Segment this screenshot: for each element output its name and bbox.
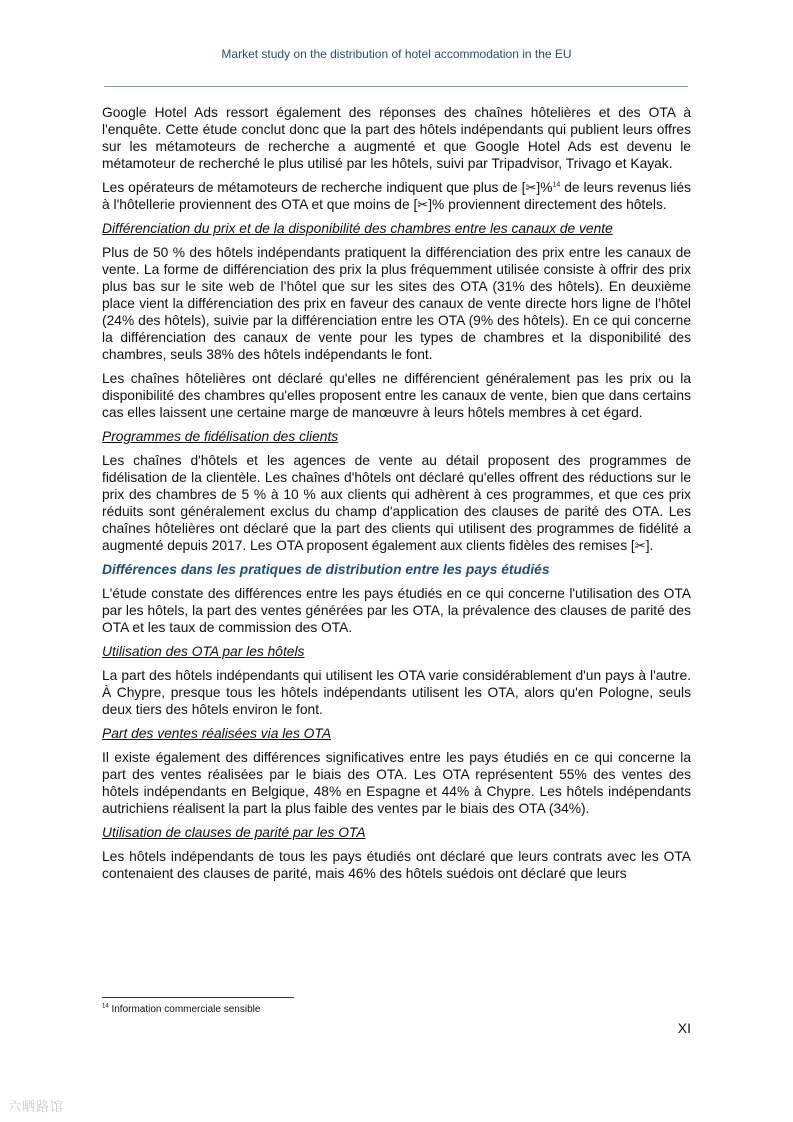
footnote — [102, 1004, 260, 1015]
subheading-parity-clauses: Utilisation de clauses de parité par les OTA — [102, 825, 366, 840]
paragraph-4: Les chaînes hôtelières ont déclaré qu'elles ne différencient généralement pas les prix ou la disponibilité des chambres qu'elles proposent entre les canaux de vente, bien que dans certains cas elles laissent une certaine marge de manœuvre à leurs hôtels membres à cet égard. — [102, 371, 691, 420]
paragraph-6: L'étude constate des différences entre les pays étudiés en ce qui concerne l'utilisation des OTA par les hôtels, la part des ventes générées par les OTA, la prévalence des clauses de parité des OTA et les taux de commission des OTA. — [102, 586, 691, 635]
paragraph-2-part-b: ]% — [536, 180, 553, 195]
page-number: XI — [677, 1020, 691, 1036]
paragraph-5 — [102, 452, 691, 554]
subheading-ota-usage: Utilisation des OTA par les hôtels — [102, 644, 305, 659]
paragraph-9: Les hôtels indépendants de tous les pays étudiés ont déclaré que leurs contrats avec les OTA contenaient des clauses de parité, mais 46% des hôtels suédois ont déclaré que leurs — [102, 849, 691, 881]
footnote-divider — [102, 997, 294, 998]
paragraph-5-part-b: ]. — [645, 538, 654, 553]
page-body — [102, 104, 691, 889]
footnote-ref: 14 — [552, 181, 561, 189]
scissors-icon: ✂ — [417, 197, 429, 212]
paragraph-2-part-c: de leurs revenus liés à l'hôtellerie proviennent des OTA et que moins de [ — [102, 180, 691, 212]
watermark-logo: 六晒路馆 — [8, 1100, 65, 1115]
paragraph-7: La part des hôtels indépendants qui utilisent les OTA varie considérablement d'un pays à l'autre. À Chypre, presque tous les hôtels indépendants utilisent les OTA, alors qu'en Pologne, seuls deux tiers des hôtels environ le font. — [102, 668, 691, 717]
paragraph-5-part-a: Les chaînes d'hôtels et les agences de vente au détail proposent des programmes de fidélisation de la clientèle. Les chaînes d'hôtels ont déclaré qu'elles offrent des réductions sur le prix des chambres de 5 % à 10 % aux clients qui adhèrent à ces programmes, et que ces prix réduits sont généralement exclus du champ d'application des clauses de parité des OTA. Les chaînes hôtelières ont déclaré que la part des clients qui utilisent des programmes de fidélité a augmenté depuis 2017. Les OTA proposent également aux clients fidèles des remises [ — [102, 453, 691, 553]
subheading-price-differentiation: Différenciation du prix et de la disponibilité des chambres entre les canaux de vente — [102, 221, 613, 236]
section-heading: Différences dans les pratiques de distribution entre les pays étudiés — [102, 562, 550, 577]
subheading-loyalty-programs: Programmes de fidélisation des clients — [102, 429, 339, 444]
paragraph-2-part-a: Les opérateurs de métamoteurs de recherche indiquent que plus de [ — [102, 180, 526, 195]
paragraph-2 — [102, 179, 691, 213]
paragraph-1: Google Hotel Ads ressort également des réponses des chaînes hôtelières et des OTA à l'enquête. Cette étude conclut donc que la part des hôtels indépendants qui publient leurs offres sur les métamoteurs de recherche a augmenté et que Google Hotel Ads est devenu le métamoteur de recherché le plus utilisé par les hôtels, suivi par Tripadvisor, Trivago et Kayak. — [102, 105, 691, 171]
footnote-number: 14 — [102, 1003, 109, 1010]
paragraph-8: Il existe également des différences significatives entre les pays étudiés en ce qui concerne la part des ventes réalisées par le biais des OTA. Les OTA représentent 55% des ventes des hôtels indépendants en Belgique, 48% en Espagne et 44% à Chypre. Les hôtels indépendants autrichiens réalisent la part la plus faible des ventes par le biais des OTA (34%). — [102, 750, 691, 816]
paragraph-2-part-d: ]% proviennent directement des hôtels. — [428, 197, 667, 212]
scissors-icon: ✂ — [525, 180, 537, 195]
footnote-text: Information commerciale sensible — [108, 1004, 261, 1015]
running-header: Market study on the distribution of hotel accommodation in the EU — [221, 47, 572, 61]
paragraph-3: Plus de 50 % des hôtels indépendants pratiquent la différenciation des prix entre les canaux de vente. La forme de différenciation des prix la plus fréquemment utilisée consiste à offrir des prix plus bas sur le site web de l’hôtel que sur les sites des OTA (31% des hôtels). En deuxième place vient la différenciation des prix en faveur des canaux de vente directe hors ligne de l’hôtel (24% des hôtels), suivie par la différenciation entre les OTA (9% des hôtels). En ce qui concerne la différenciation des canaux de vente pour les types de chambres et la disponibilité des chambres, seuls 38% des hôtels indépendants le font. — [102, 245, 691, 362]
header-divider — [104, 86, 688, 87]
scissors-icon: ✂ — [634, 538, 646, 553]
subheading-sales-share: Part des ventes réalisées via les OTA — [102, 726, 332, 741]
